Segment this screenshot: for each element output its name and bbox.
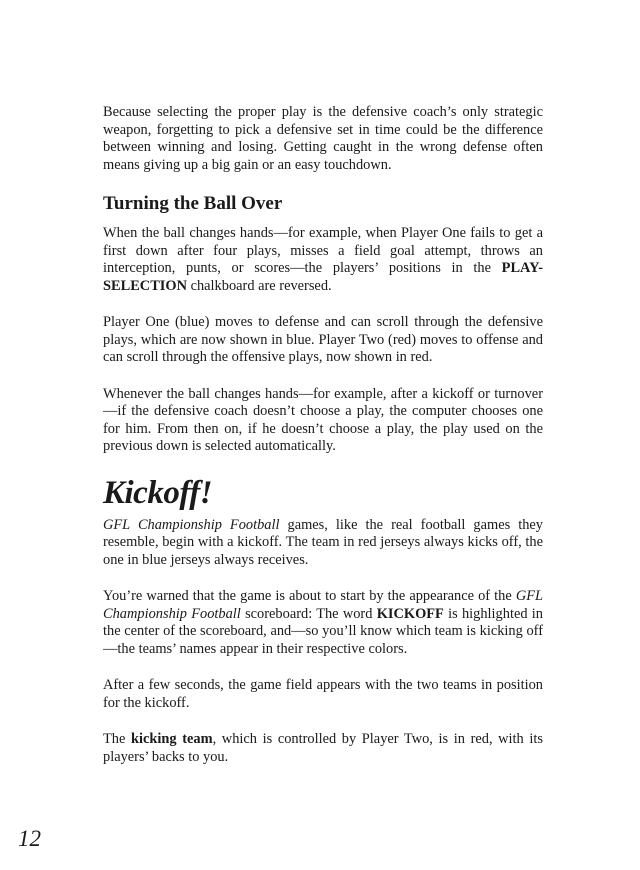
kickoff-p4-text: The — [103, 731, 131, 747]
turning-paragraph-3: Whenever the ball changes hands—for example, after a kickoff or turnover—if the defensive coach doesn’t choose a play, the computer chooses one for him. From then on, if he doesn’t choose a play, the play used on the previous down is selected automatically. — [103, 385, 543, 454]
kickoff-p2-mid: scoreboard: The word — [240, 605, 377, 622]
turning-p1-text: When the ball changes hands—for example, when Player One fails to get a first down after four plays, misses a field goal attempt, throws an interception, punts, or scores—the players’ positions in the — [103, 225, 543, 276]
kickoff-p2-text: You’re warned that the game is about to start by the appearance of the — [103, 588, 516, 604]
turning-paragraph-1 — [103, 225, 543, 295]
kicking-team-term: kicking team — [131, 731, 213, 747]
kickoff-p4-tail: , which is controlled by Player Two, is in red, with its players’ backs to you. — [103, 731, 543, 765]
turning-ball-over-heading: Turning the Ball Over — [103, 193, 283, 214]
text-column — [103, 104, 543, 785]
kickoff-paragraph-1 — [103, 517, 543, 570]
kickoff-p1-text: games, like the real football games they resemble, begin with a kickoff. The team in red jerseys always kicks off, the one in blue jerseys always receives. — [103, 516, 543, 568]
kickoff-p2-tail: is highlighted in the center of the scoreboard, and—so you’ll know which team is kicking off—the teams’ names appear in their respective colors. — [103, 605, 543, 657]
kickoff-paragraph-2 — [103, 588, 543, 658]
kickoff-paragraph-3: After a few seconds, the game field appears with the two teams in position for the kickoff. — [103, 677, 543, 711]
play-selection-term: PLAY-SELECTION — [103, 260, 543, 294]
page-number: 12 — [18, 826, 41, 851]
intro-paragraph: Because selecting the proper play is the defensive coach’s only strategic weapon, forgetting to pick a defensive set in time could be the difference between winning and losing. Getting caught in the wrong defense often means giving up a big gain or an easy touchdown. — [103, 104, 543, 173]
kickoff-term: KICKOFF — [376, 605, 444, 622]
turning-paragraph-2: Player One (blue) moves to defense and can scroll through the defensive plays, which are now shown in blue. Player Two (red) moves to offense and can scroll through the offensive plays, now shown in red. — [103, 314, 543, 365]
kickoff-heading: Kickoff! — [103, 474, 213, 511]
game-title-italic-2: GFL Championship Football — [103, 588, 543, 622]
turning-p1-tail: chalkboard are reversed. — [186, 277, 332, 294]
game-title-italic: GFL Championship Football — [103, 516, 280, 533]
kickoff-paragraph-4 — [103, 731, 543, 766]
